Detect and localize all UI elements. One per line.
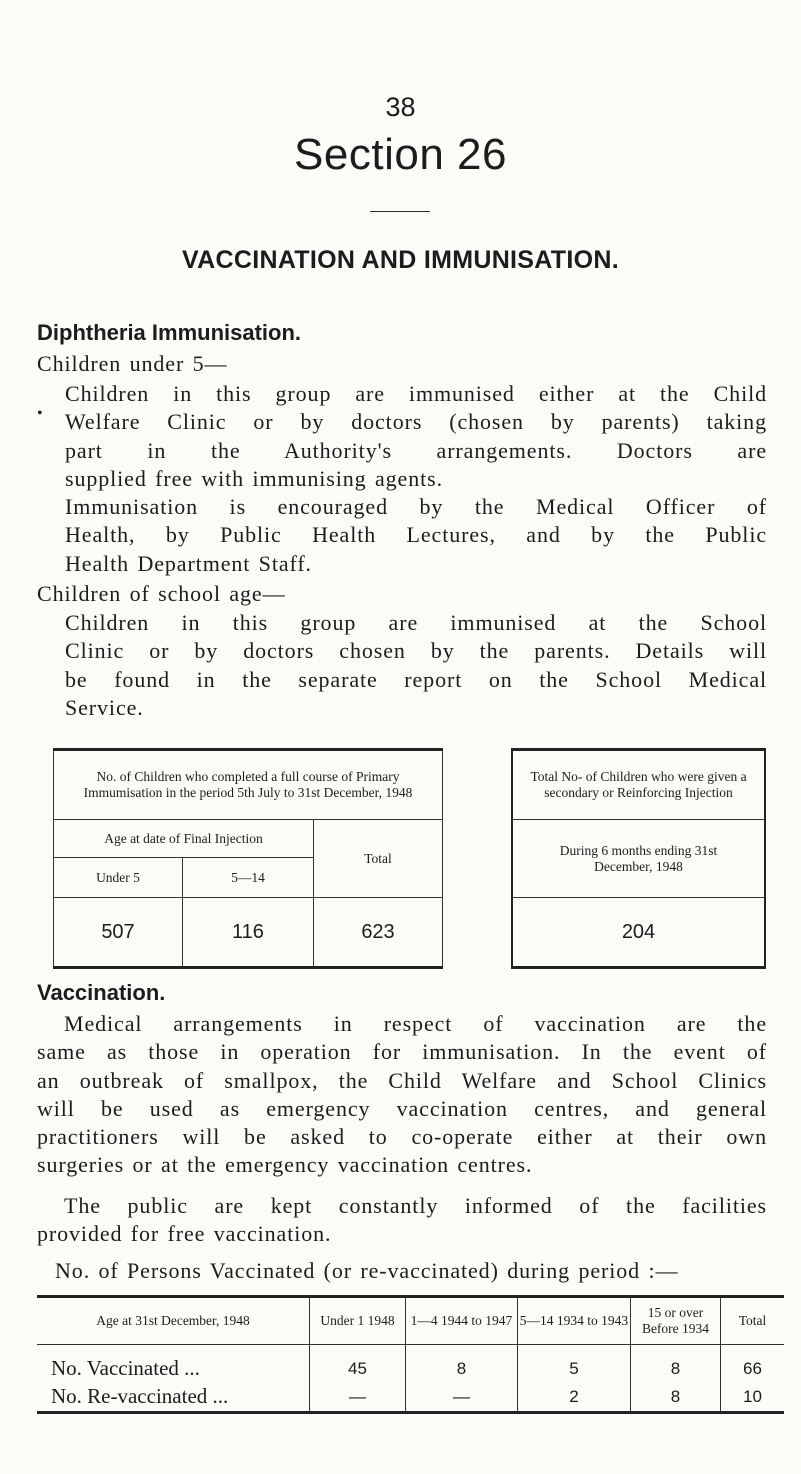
page-number: 38 (385, 92, 416, 122)
revaccinated-total: 10 (721, 1382, 785, 1412)
text-line: will be used as emergency vaccination centres, and general (37, 1095, 767, 1121)
title-divider (370, 211, 430, 212)
section-title: Section 26 (294, 130, 507, 179)
primary-immunisation-table (53, 748, 443, 969)
revaccinated-1-4: — (406, 1382, 518, 1412)
reinforcing-injection-table (511, 748, 766, 969)
text-line: supplied free with immunising agents. (65, 465, 443, 491)
text-line: Welfare Clinic or by doctors (chosen by parents) taking (65, 409, 767, 435)
under5-label: Children under 5— (37, 351, 228, 376)
under1-header: Under 1 1948 (310, 1297, 406, 1345)
text-line: Medical arrangements in respect of vaccination are the (64, 1011, 767, 1036)
text-line: surgeries or at the emergency vaccination centres. (37, 1152, 533, 1178)
facilities-paragraph (37, 1192, 767, 1249)
reinforcing-table-header: Total No- of Children who were given a secondary or Reinforcing Injection (512, 750, 765, 820)
vaccination-paragraph (37, 1010, 767, 1180)
reinforcing-value: 204 (512, 898, 765, 968)
vaccinated-5-14: 5 (518, 1345, 631, 1383)
revaccinated-under1: — (310, 1382, 406, 1412)
text-line: be found in the separate report on the School Medical (65, 666, 767, 692)
vaccination-heading: Vaccination. (37, 980, 166, 1005)
text-line: Immunisation is encouraged by the Medical Officer of (65, 494, 767, 520)
revaccinated-15-over: 8 (631, 1382, 721, 1412)
text-line: an outbreak of smallpox, the Child Welfare and School Clinics (37, 1067, 767, 1093)
under5-paragraph (65, 380, 767, 578)
total-header: Total (314, 820, 443, 898)
total-header: Total (721, 1297, 785, 1345)
vaccinated-1-4: 8 (406, 1345, 518, 1383)
main-heading: VACCINATION AND IMMUNISATION. (182, 246, 619, 274)
age-15-over-header: 15 or over Before 1934 (631, 1297, 721, 1345)
text-line: Health, by Public Health Lectures, and by the Public (65, 522, 767, 548)
age-group-header: Age at date of Final Injection (54, 820, 314, 858)
persons-vaccinated-line: No. of Persons Vaccinated (or re-vaccinated) during period :— (55, 1258, 679, 1283)
vaccination-table (37, 1295, 784, 1414)
school-age-label: Children of school age— (37, 581, 286, 606)
vaccinated-total: 66 (721, 1345, 785, 1383)
reinforcing-period: During 6 months ending 31st December, 1948 (512, 820, 765, 898)
revaccinated-5-14: 2 (518, 1382, 631, 1412)
age-5-14-value: 116 (183, 898, 314, 968)
age-1-4-header: 1—4 1944 to 1947 (406, 1297, 518, 1345)
bullet-mark: • (37, 405, 44, 422)
text-line: Children in this group are immunised at the School (65, 610, 767, 635)
vaccinated-under1: 45 (310, 1345, 406, 1383)
under5-value: 507 (54, 898, 183, 968)
text-line: Children in this group are immunised either at the Child (65, 381, 767, 406)
vaccinated-row-label: No. Vaccinated ... (37, 1345, 310, 1383)
text-line: same as those in operation for immunisation. In the event of (37, 1039, 767, 1065)
text-line: provided for free vaccination. (37, 1221, 332, 1247)
age-5-14-header: 5—14 1934 to 1943 (518, 1297, 631, 1345)
age-header: Age at 31st December, 1948 (37, 1297, 310, 1345)
total-value: 623 (314, 898, 443, 968)
text-line: part in the Authority's arrangements. Doctors are (65, 437, 767, 463)
vaccinated-15-over: 8 (631, 1345, 721, 1383)
immunisation-table-header: No. of Children who completed a full course of Primary Immumisation in the period 5th July to 31st December, 1948 (54, 750, 443, 820)
school-age-paragraph (65, 609, 767, 722)
diphtheria-heading: Diphtheria Immunisation. (37, 320, 302, 345)
text-line: Health Department Staff. (65, 550, 312, 576)
under5-column-header: Under 5 (54, 858, 183, 898)
age-5-14-column-header: 5—14 (183, 858, 314, 898)
text-line: The public are kept constantly informed of the facilities (64, 1193, 767, 1218)
text-line: practitioners will be asked to co-operate either at their own (37, 1124, 767, 1150)
text-line: Service. (65, 694, 144, 720)
revaccinated-row-label: No. Re-vaccinated ... (37, 1382, 310, 1412)
text-line: Clinic or by doctors chosen by the parents. Details will (65, 638, 767, 664)
